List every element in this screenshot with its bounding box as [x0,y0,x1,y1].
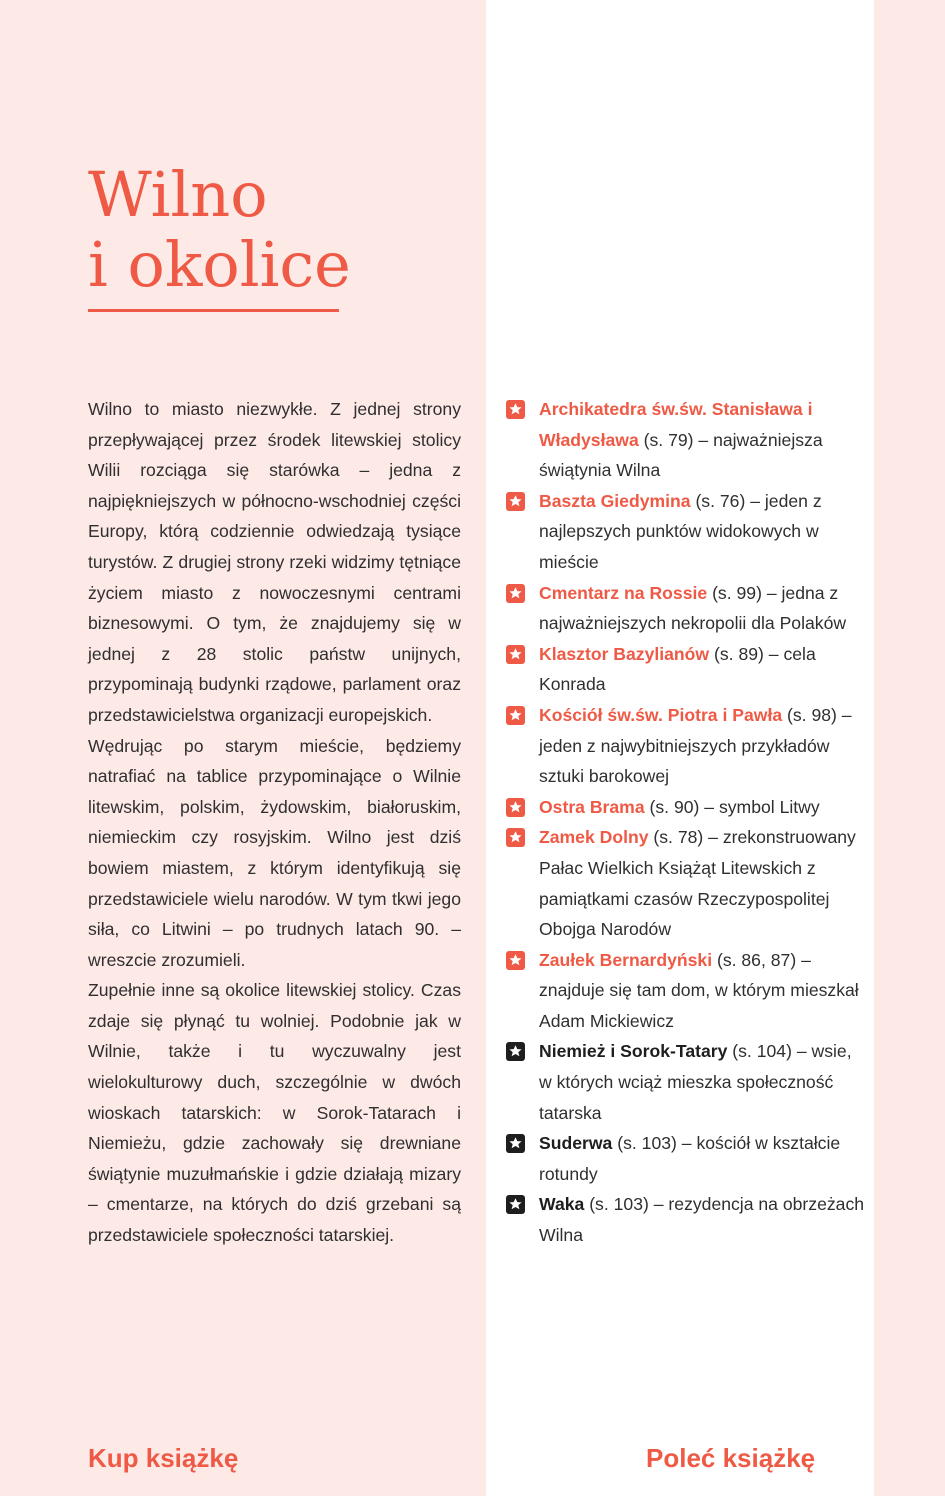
highlight-item [506,486,866,578]
highlight-name: Archikatedra św.św. Stanisława i Władysława [539,399,813,450]
star-icon [506,645,525,664]
star-icon [506,400,525,419]
highlight-name: Niemież i Sorok-Tatary [539,1041,728,1062]
highlight-item [506,792,866,823]
highlight-name: Klasztor Bazylianów [539,643,710,664]
highlight-page-ref: (s. 103) [589,1194,649,1215]
title-underline [88,309,339,312]
buy-book-link[interactable]: Kup książkę [88,1443,239,1473]
intro-paragraph: Wilno to miasto niezwykłe. Z jednej strony przepływającej przez środek litewskiej stolicy Wilii rozciąga się starówka – jedna z najpiękniejszych w północno-wschodniej części Europy, którą codziennie odwiedzają tysiące turystów. Z drugiej strony rzeki widzimy tętniące życiem miasto z nowoczesnymi centrami biznesowymi. O tym, że znajdujemy się w jednej z 28 stolic państw unijnych, przypominają budynki rządowe, parlament oraz przedstawicielstwa organizacji europejskich. [88,399,461,725]
title-line-2: i okolice [88,228,351,301]
highlight-item [506,1128,866,1189]
highlight-item [506,394,866,486]
highlight-page-ref: (s. 86, 87) [716,949,797,970]
highlight-page-ref: (s. 89) [714,643,764,664]
highlight-page-ref: (s. 76) [695,490,746,511]
highlight-name: Cmentarz na Rossie [539,582,708,603]
highlights-list [506,394,866,1251]
highlight-page-ref: (s. 78) [653,827,704,848]
star-icon [506,951,525,970]
highlight-name: Waka [539,1194,585,1215]
highlight-description: – rezydencja na obrzeżach Wilna [539,1194,865,1246]
highlight-page-ref: (s. 90) [649,796,700,817]
highlight-description: – wsie, w których wciąż mieszka społeczność tatarska [539,1041,852,1123]
highlight-description: – najważniejsza świątynia Wilna [539,429,823,481]
star-icon [506,1042,525,1061]
recommend-book-link[interactable]: Poleć książkę [646,1443,816,1473]
page-title [88,160,351,300]
highlight-name: Zamek Dolny [539,827,649,848]
star-icon [506,492,525,511]
star-icon [506,706,525,725]
highlight-name: Suderwa [539,1133,613,1154]
highlight-item [506,822,866,944]
highlight-item [506,945,866,1037]
highlight-name: Ostra Brama [539,796,645,817]
highlight-name: Baszta Giedymina [539,490,691,511]
intro-text [88,394,461,1251]
highlight-name: Zaułek Bernardyński [539,949,713,970]
intro-paragraph: Wędrując po starym mieście, będziemy natrafiać na tablice przypominające o Wilnie litewskim, polskim, żydowskim, białoruskim, niemieckim czy rosyjskim. Wilno jest dziś bowiem miastem, z którym identyfikują się przedstawiciele wielu narodów. W tym tkwi jego siła, co Litwini – po trudnych latach 90. – wreszcie zrozumieli. [88,735,461,970]
highlight-description: – kościół w kształcie rotundy [539,1133,841,1184]
highlight-description: – cela Konrada [539,643,816,695]
highlight-description: – zrekonstruowany Pałac Wielkich Książąt Litewskich z pamiątkami czasów Rzeczypospolitej Obojga Narodów [539,827,856,940]
highlight-item [506,700,866,792]
intro-paragraph: Zupełnie inne są okolice litewskiej stolicy. Czas zdaje się płynąć tu wolniej. Podobnie jak w Wilnie, także i tu wyczuwalny jest wielokulturowy duch, szczególnie w dwóch wioskach tatarskich: w Sorok-Tatarach i Niemieżu, gdzie zachowały się drewniane świątynie muzułmańskie i gdzie działają mizary – cmentarze, na których do dziś grzebani są przedstawiciele społeczności tatarskiej. [88,980,461,1246]
star-icon [506,798,525,817]
highlight-page-ref: (s. 99) [712,582,762,603]
highlight-page-ref: (s. 98) [787,704,837,725]
highlight-name: Kościół św.św. Piotra i Pawła [539,704,783,725]
highlight-item [506,639,866,700]
highlight-item [506,578,866,639]
highlight-description: – znajduje się tam dom, w którym mieszkał Adam Mickiewicz [539,949,859,1031]
star-icon [506,584,525,603]
highlight-page-ref: (s. 104) [732,1041,792,1062]
highlight-description: – jedna z najważniejszych nekropolii dla Polaków [539,582,847,634]
highlight-item [506,1189,866,1250]
highlight-description: – jeden z najlepszych punktów widokowych w mieście [539,490,822,572]
star-icon [506,1134,525,1153]
highlight-page-ref: (s. 79) [643,429,694,450]
highlight-description: – jeden z najwybitniejszych przykładów sztuki barokowej [539,704,852,787]
star-icon [506,828,525,847]
star-icon [506,1195,525,1214]
title-line-1: Wilno [88,158,268,231]
highlight-item [506,1036,866,1128]
highlight-description: – symbol Litwy [699,796,820,817]
highlight-page-ref: (s. 103) [617,1133,677,1154]
